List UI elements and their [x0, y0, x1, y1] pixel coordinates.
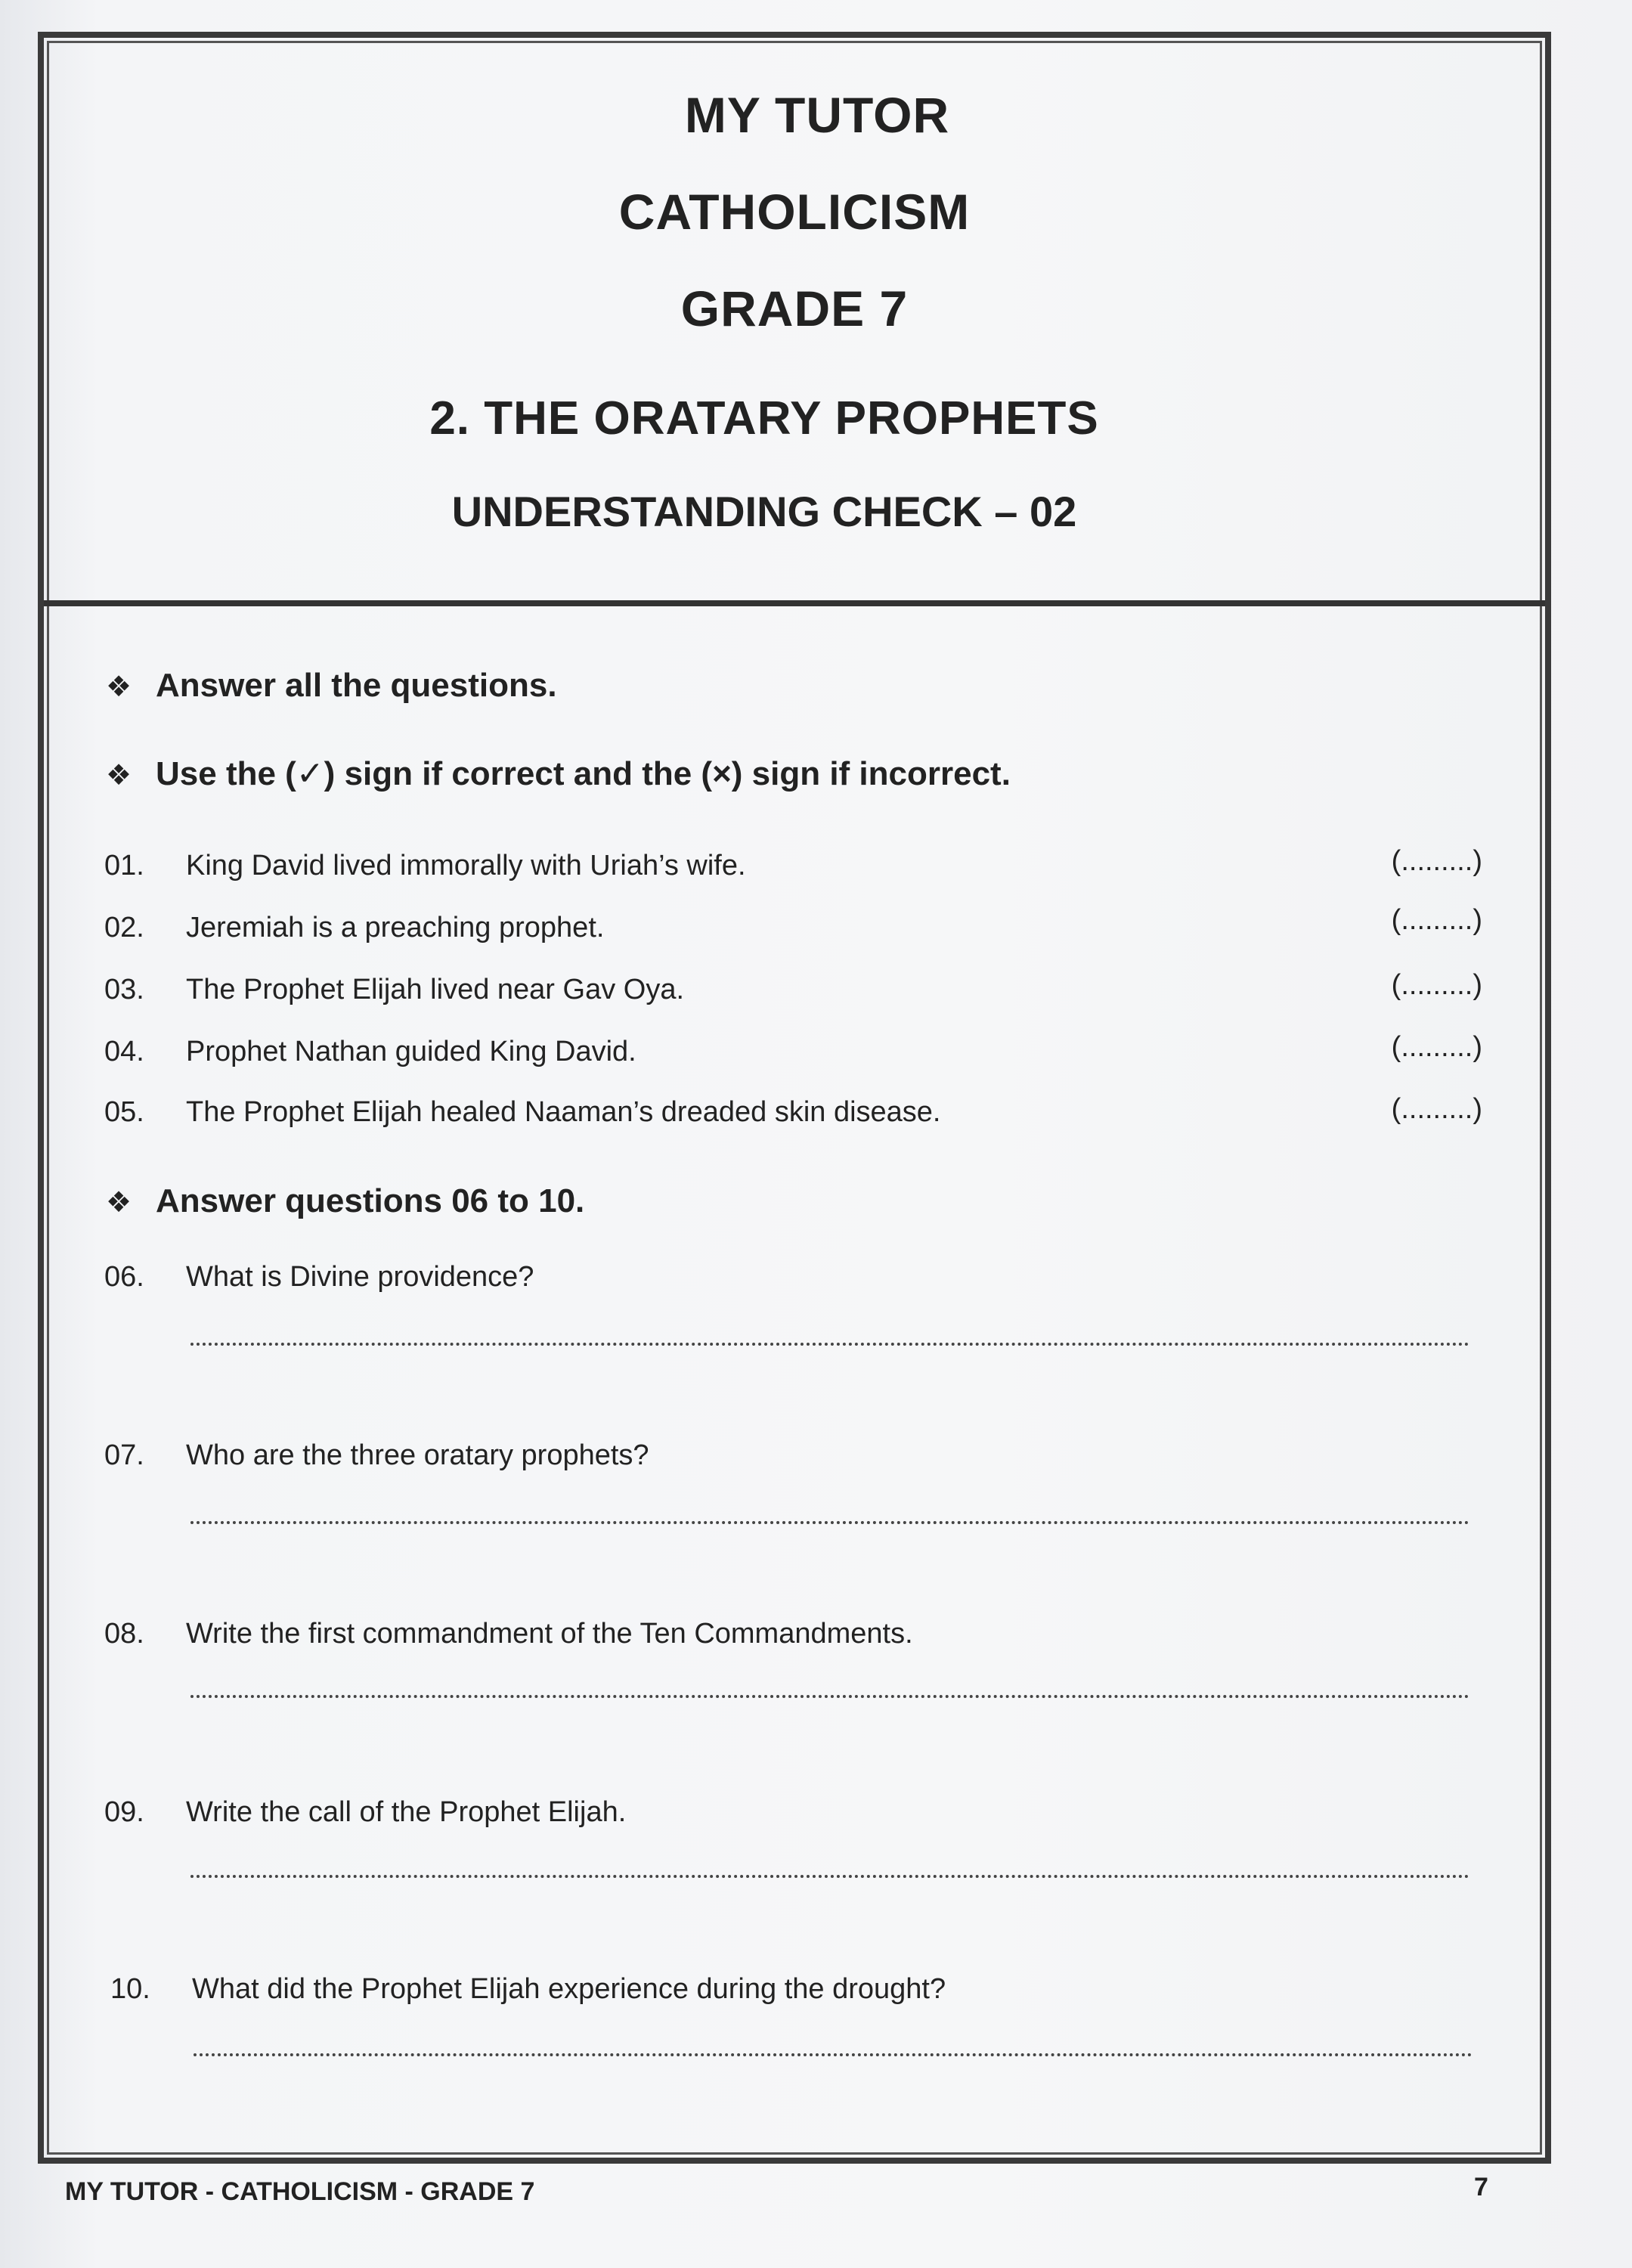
question-number: 09. [104, 1796, 144, 1828]
instruction-answer-6-10 [106, 1182, 584, 1220]
question-02 [104, 912, 604, 944]
question-04 [104, 1036, 636, 1068]
instruction-text: Use the (✓) sign if correct and the (×) sign if incorrect. [156, 755, 1011, 792]
question-text: Write the call of the Prophet Elijah. [186, 1796, 627, 1828]
header-title: MY TUTOR [684, 87, 950, 143]
answer-line-08[interactable] [190, 1695, 1469, 1698]
bullet-icon: ❖ [106, 1187, 132, 1219]
bullet-icon: ❖ [106, 671, 132, 703]
instruction-tick-rule [106, 754, 1011, 793]
question-number: 01. [104, 850, 144, 881]
question-number: 05. [104, 1096, 144, 1128]
question-01 [104, 850, 746, 882]
question-number: 03. [104, 974, 144, 1005]
answer-blank-02[interactable]: (.........) [1391, 904, 1482, 936]
question-text: Write the first commandment of the Ten Commandments. [186, 1618, 913, 1650]
question-09 [104, 1796, 626, 1829]
question-03 [104, 974, 684, 1006]
question-number: 06. [104, 1261, 144, 1293]
question-07 [104, 1439, 649, 1472]
header-section [44, 38, 1545, 606]
answer-blank-04[interactable]: (.........) [1391, 1031, 1482, 1063]
question-text: King David lived immorally with Uriah’s wife. [186, 850, 746, 881]
question-number: 07. [104, 1439, 144, 1471]
question-text: The Prophet Elijah healed Naaman’s dreaded skin disease. [186, 1096, 941, 1128]
question-text: What did the Prophet Elijah experience during the drought? [192, 1973, 946, 2005]
header-grade: GRADE 7 [680, 280, 909, 336]
footer-title: MY TUTOR - CATHOLICISM - GRADE 7 [65, 2177, 535, 2206]
question-number: 02. [104, 912, 144, 943]
answer-line-10[interactable] [194, 2053, 1473, 2056]
answer-line-07[interactable] [190, 1521, 1469, 1524]
question-text: Jeremiah is a preaching prophet. [186, 912, 605, 943]
answer-blank-01[interactable]: (.........) [1391, 845, 1482, 877]
question-text: Prophet Nathan guided King David. [186, 1036, 636, 1067]
question-text: What is Divine providence? [186, 1261, 534, 1293]
instruction-answer-all [106, 667, 557, 705]
question-number: 08. [104, 1618, 144, 1650]
chapter-title: 2. THE ORATARY PROPHETS [429, 392, 1099, 445]
instruction-text: Answer all the questions. [156, 667, 557, 704]
question-10 [110, 1973, 946, 2006]
instruction-text: Answer questions 06 to 10. [156, 1182, 585, 1219]
bullet-icon: ❖ [106, 760, 132, 792]
understanding-check-title: UNDERSTANDING CHECK – 02 [451, 488, 1077, 535]
question-05 [104, 1096, 940, 1129]
header-subject: CATHOLICISM [618, 184, 971, 240]
answer-blank-05[interactable]: (.........) [1391, 1093, 1482, 1125]
question-08 [104, 1618, 913, 1650]
question-number: 10. [110, 1973, 150, 2005]
answer-line-06[interactable] [190, 1343, 1469, 1346]
question-number: 04. [104, 1036, 144, 1067]
answer-blank-03[interactable]: (.........) [1391, 969, 1482, 1001]
answer-line-09[interactable] [190, 1875, 1469, 1878]
question-text: Who are the three oratary prophets? [186, 1439, 649, 1471]
page-number: 7 [1474, 2173, 1488, 2201]
question-06 [104, 1261, 534, 1294]
question-text: The Prophet Elijah lived near Gav Oya. [186, 974, 685, 1005]
